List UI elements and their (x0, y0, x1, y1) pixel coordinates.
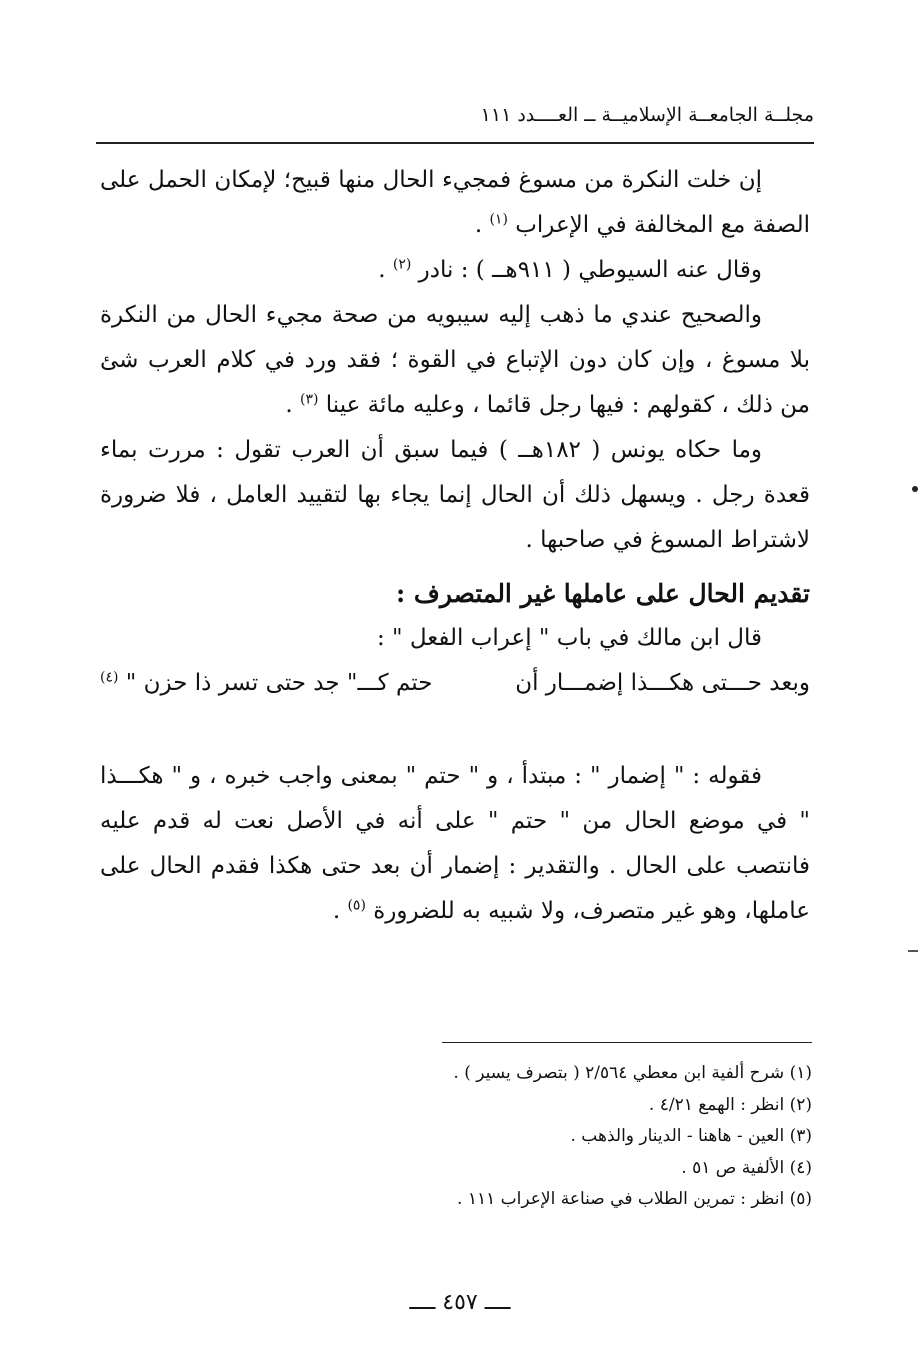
paragraph-2-text: وقال عنه السيوطي ( ٩١١هــ ) : نادر (418, 257, 762, 283)
scan-mark (912, 486, 918, 492)
scan-mark (908, 950, 918, 952)
paragraph-1 (100, 158, 810, 248)
paragraph-5: قال ابن مالك في باب " إعراب الفعل " : (376, 625, 762, 651)
footnote-5: (٥) انظر : تمرين الطلاب في صناعة الإعراب ١١١ . (457, 1189, 812, 1209)
footnote-ref-3: (٣) (299, 391, 319, 408)
verse-second-text: حتم كـــ" جد حتى تسر ذا حزن " (125, 670, 433, 696)
verse-first-hemistich: وبعد حـــتى هكـــذا إضمـــار أن (515, 670, 810, 696)
footnote-2: (٢) انظر : الهمع ٤/٢١ . (648, 1094, 812, 1115)
paragraph-1-end: . (474, 212, 490, 238)
footnote-ref-4: (٤) (100, 669, 119, 686)
paragraph-3-end: . (285, 392, 300, 418)
footnote-ref-2: (٢) (392, 256, 412, 273)
paragraph-6 (100, 754, 810, 934)
paragraph-1-text: إن خلت النكرة من مسوغ فمجيء الحال منها قبيح؛ لإمكان الحمل على الصفة مع المخالفة في الإعراب (100, 167, 810, 238)
paragraph-3 (100, 293, 810, 428)
paragraph-4: وما حكاه يونس ( ١٨٢هــ ) فيما سبق أن العرب تقول : مررت بماء قعدة رجل . ويسهل ذلك أن الحال إنما يجاء بها لتقييد العامل ، فلا ضرورة لاشتراط المسوغ في صاحبها . (100, 437, 810, 553)
page-number: ــــ ٤٥٧ ــــ (409, 1290, 511, 1315)
poem-verse (100, 661, 810, 706)
footnote-4: (٤) الألفية ص ٥١ . (681, 1157, 812, 1178)
header-divider (96, 142, 814, 144)
section-heading: تقديم الحال على عاملها غير المتصرف : (396, 579, 810, 608)
verse-second-hemistich (100, 661, 432, 706)
main-text (100, 158, 810, 934)
paragraph-6-text: فقوله : " إضمار " : مبتدأ ، و " حتم " بمعنى واجب خبره ، و " هكـــذا " في موضع الحال من " حتم " على أنه في الأصل نعت له قدم عليه فانتصب على الحال . والتقدير : إضمار أن بعد حتى هكذا فقدم الحال على عاملها، وهو غير متصرف، ولا شبيه به للضرورة (100, 763, 810, 924)
footnotes (382, 1058, 812, 1216)
footnote-ref-1: (١) (489, 211, 508, 228)
running-header: مجلــة الجامعــة الإسلاميــة ــ العــــدد ١١١ (480, 104, 814, 126)
footnote-divider (442, 1042, 812, 1043)
paragraph-6-end: . (332, 898, 348, 924)
paragraph-2-end: . (378, 257, 393, 283)
spacer (100, 563, 810, 571)
paragraph-2 (100, 248, 810, 293)
footnote-1: (١) شرح ألفية ابن معطي ٢/٥٦٤ ( بتصرف يسير ) . (453, 1063, 812, 1083)
spacer (100, 706, 810, 754)
footnote-3: (٣) العين - هاهنا - الدينار والذهب . (570, 1126, 812, 1146)
footnote-ref-5: (٥) (347, 897, 366, 914)
paragraph-3-text: والصحيح عندي ما ذهب إليه سيبويه من صحة مجيء الحال من النكرة بلا مسوغ ، وإن كان دون الإتباع في القوة ؛ فقد ورد في كلام العرب شئ من ذلك ، كقولهم : فيها رجل قائما ، وعليه مائة عينا (100, 302, 810, 418)
